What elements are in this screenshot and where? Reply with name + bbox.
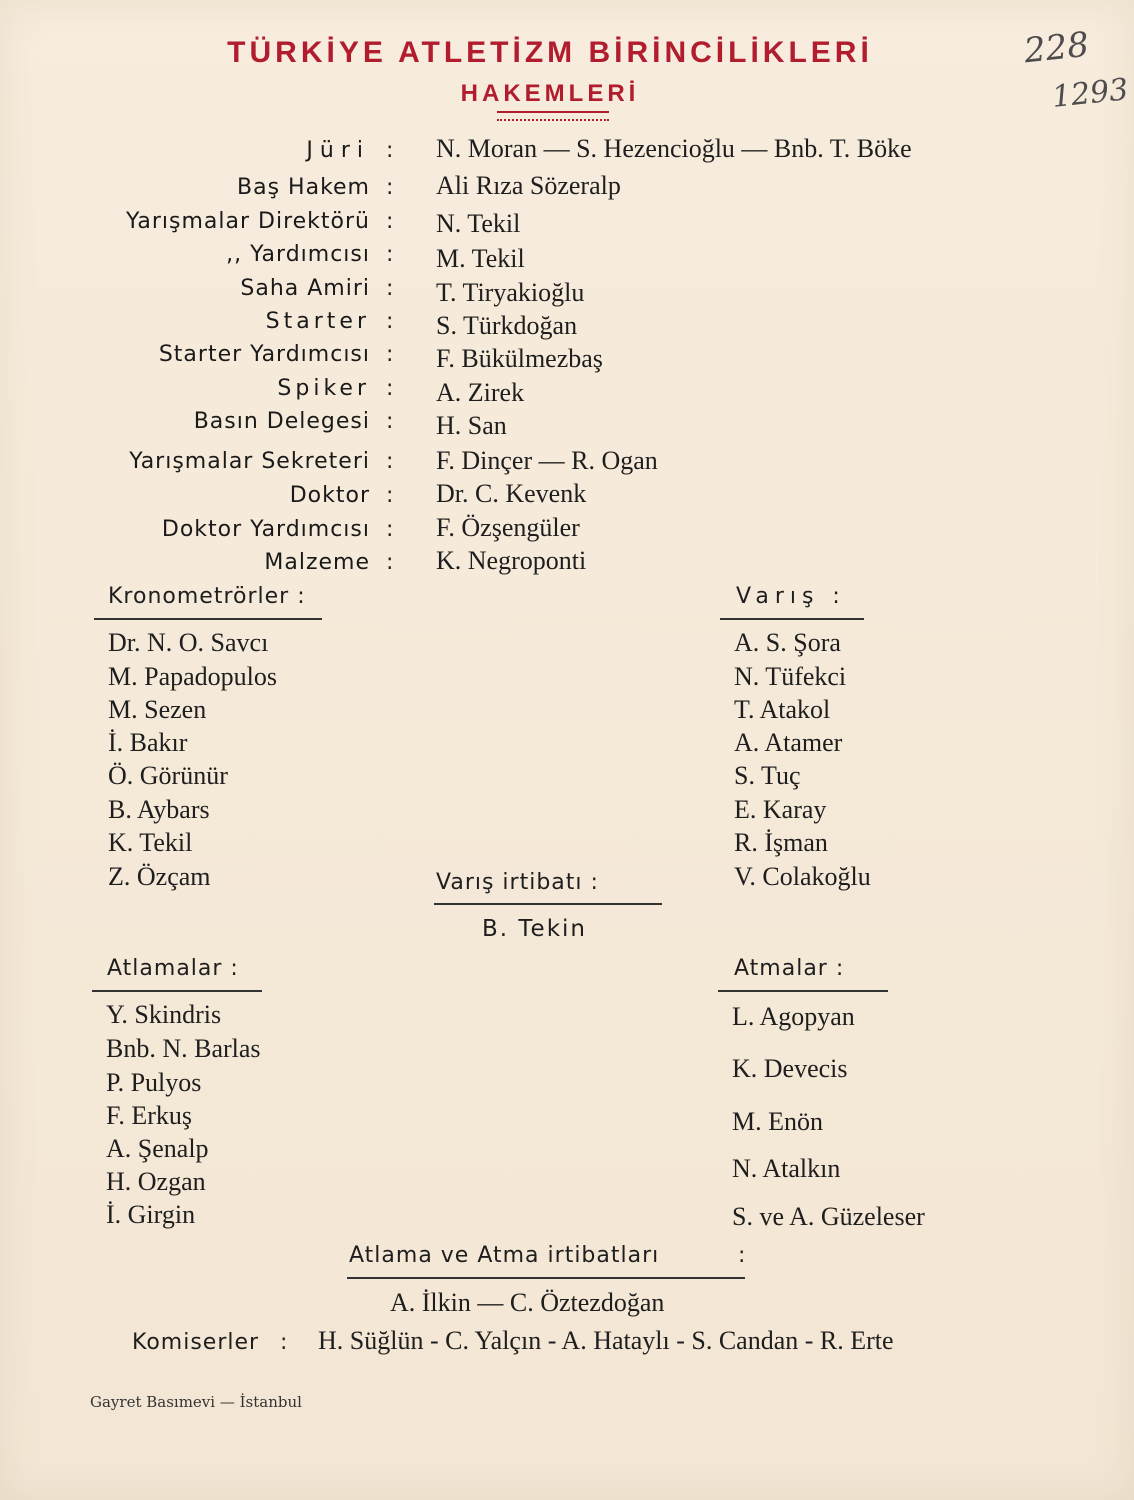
atlamalar-underline xyxy=(92,990,262,992)
role-value: H. San xyxy=(436,411,507,440)
list-item: R. İşman xyxy=(734,828,828,857)
role-label: Yarışmalar Sekreteri xyxy=(129,449,370,474)
atlamalar-heading: Atlamalar : xyxy=(107,956,239,981)
list-item: İ. Girgin xyxy=(106,1200,196,1229)
atlama-atma-irtibat-underline xyxy=(347,1277,745,1279)
role-colon: : xyxy=(386,309,394,334)
varis-irtibati-name: B. Tekin xyxy=(482,916,587,942)
komiserler-label: Komiserler xyxy=(132,1330,260,1355)
role-label: Yarışmalar Direktörü xyxy=(125,209,370,234)
list-item: M. Enön xyxy=(732,1107,823,1136)
role-value: F. Dinçer — R. Ogan xyxy=(436,446,658,475)
list-item: B. Aybars xyxy=(108,795,210,824)
list-item: A. S. Şora xyxy=(734,628,841,657)
role-colon: : xyxy=(386,409,394,434)
varis-irtibati-heading: Varış irtibatı : xyxy=(436,870,599,895)
list-item: L. Agopyan xyxy=(732,1002,855,1031)
atlama-atma-irtibat-names: A. İlkin — C. Öztezdoğan xyxy=(390,1288,665,1317)
role-value: N. Moran — S. Hezencioğlu — Bnb. T. Böke xyxy=(436,134,912,163)
role-colon: : xyxy=(386,342,394,367)
role-label: Starter Yardımcısı xyxy=(158,342,370,367)
role-label: Jüri xyxy=(306,138,370,163)
list-item: V. Colakoğlu xyxy=(734,862,871,891)
role-label: Starter xyxy=(265,309,370,334)
list-item: Y. Skindris xyxy=(106,1000,222,1029)
role-value: M. Tekil xyxy=(436,244,525,273)
role-label: Saha Amiri xyxy=(240,276,370,301)
role-label: Malzeme xyxy=(264,550,370,575)
role-value: Ali Rıza Sözeralp xyxy=(436,171,621,200)
role-value: A. Zirek xyxy=(436,378,525,407)
role-value: F. Özşengüler xyxy=(436,513,580,542)
list-item: Ö. Görünür xyxy=(108,761,228,790)
role-colon: : xyxy=(386,276,394,301)
varis-underline xyxy=(720,618,864,620)
document-title: TÜRKİYE ATLETİZM BİRİNCİLİKLERİ xyxy=(227,36,873,69)
handwritten-number-bottom: 1293 xyxy=(1050,72,1130,115)
varis-irtibati-underline xyxy=(434,903,662,905)
role-colon: : xyxy=(386,449,394,474)
role-colon: : xyxy=(386,517,394,542)
role-label: Doktor Yardımcısı xyxy=(161,517,370,542)
role-colon: : xyxy=(386,138,394,163)
role-label: Doktor xyxy=(289,483,370,508)
varis-heading: Varış : xyxy=(736,584,846,609)
list-item: S. Tuç xyxy=(734,761,801,790)
komiserler-names: H. Süğlün - C. Yalçın - A. Hataylı - S. Candan - R. Erte xyxy=(318,1326,894,1355)
document-subtitle: HAKEMLERİ xyxy=(460,80,640,107)
role-value: K. Negroponti xyxy=(436,546,587,575)
role-label: Spiker xyxy=(277,376,370,401)
list-item: Bnb. N. Barlas xyxy=(106,1034,261,1063)
list-item: P. Pulyos xyxy=(106,1068,202,1097)
list-item: Dr. N. O. Savcı xyxy=(108,628,269,657)
kronometre-underline xyxy=(94,618,322,620)
atmalar-heading: Atmalar : xyxy=(734,956,845,981)
list-item: A. Atamer xyxy=(734,728,843,757)
list-item: Z. Özçam xyxy=(108,862,211,891)
role-colon: : xyxy=(386,483,394,508)
list-item: K. Tekil xyxy=(108,828,193,857)
list-item: A. Şenalp xyxy=(106,1134,209,1163)
role-value: F. Bükülmezbaş xyxy=(436,344,603,373)
atlama-atma-irtibat-heading: Atlama ve Atma irtibatları xyxy=(349,1243,660,1268)
atlama-atma-irtibat-colon: : xyxy=(738,1243,747,1268)
list-item: İ. Bakır xyxy=(108,728,188,757)
list-item: T. Atakol xyxy=(734,695,831,724)
role-value: T. Tiryakioğlu xyxy=(436,278,585,307)
role-value: S. Türkdoğan xyxy=(436,311,578,340)
list-item: N. Tüfekci xyxy=(734,662,847,691)
list-item: F. Erkuş xyxy=(106,1101,193,1130)
title-ornament xyxy=(497,111,609,121)
handwritten-number-top: 228 xyxy=(1022,24,1091,72)
role-value: Dr. C. Kevenk xyxy=(436,479,587,508)
list-item: K. Devecis xyxy=(732,1054,848,1083)
list-item: M. Papadopulos xyxy=(108,662,277,691)
role-value: N. Tekil xyxy=(436,209,521,238)
role-colon: : xyxy=(386,550,394,575)
printer-imprint: Gayret Basımevi — İstanbul xyxy=(90,1393,302,1411)
list-item: E. Karay xyxy=(734,795,827,824)
list-item: H. Ozgan xyxy=(106,1167,206,1196)
role-colon: : xyxy=(386,242,394,267)
list-item: M. Sezen xyxy=(108,695,207,724)
role-colon: : xyxy=(386,209,394,234)
role-colon: : xyxy=(386,175,394,200)
komiserler-colon: : xyxy=(280,1330,289,1355)
role-label: ,, Yardımcısı xyxy=(226,242,370,267)
kronometre-heading: Kronometrörler : xyxy=(108,584,306,609)
role-colon: : xyxy=(386,376,394,401)
role-label: Baş Hakem xyxy=(237,175,370,200)
list-item: S. ve A. Güzeleser xyxy=(732,1202,925,1231)
list-item: N. Atalkın xyxy=(732,1154,841,1183)
atmalar-underline xyxy=(718,990,888,992)
role-label: Basın Delegesi xyxy=(193,409,370,434)
